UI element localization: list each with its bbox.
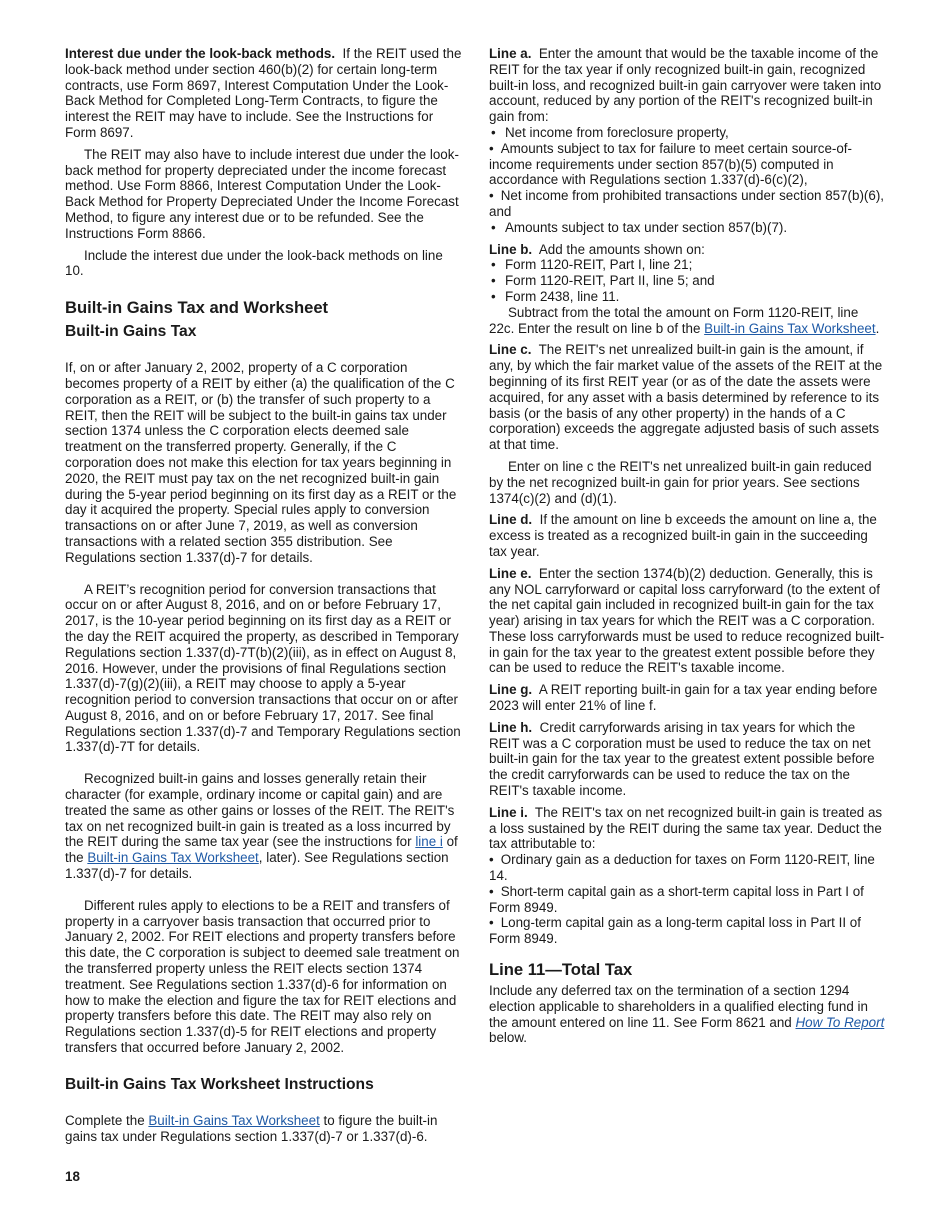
- section-heading-line-11: Line 11—Total Tax: [489, 960, 633, 980]
- worksheet-link[interactable]: Built-in Gains Tax Worksheet: [704, 320, 876, 336]
- line-i-paragraph: [489, 805, 887, 852]
- list-item: • Ordinary gain as a deduction for taxes on Form 1120-REIT, line 14.: [489, 852, 887, 884]
- line-h-heading: Line h.: [489, 719, 533, 735]
- list-item: • Net income from prohibited transactions under section 857(b)(6), and: [489, 188, 887, 220]
- line-g-paragraph: [489, 682, 887, 714]
- worksheet-link[interactable]: Built-in Gains Tax Worksheet: [148, 1112, 320, 1128]
- line-d-text: If the amount on line b exceeds the amount on line a, the excess is treated as a recognized built-in gain in the succeeding tax year.: [489, 512, 877, 559]
- line-g-text: A REIT reporting built-in gain for a tax year ending before 2023 will enter 21% of line f.: [489, 682, 878, 714]
- line-h-text: Credit carryforwards arising in tax years for which the REIT was a C corporation must be used to reduce the tax on net built-in gain for the tax year to the greatest extent possible before the credit carryforwards can be used to reduce the tax on the REIT's taxable income.: [489, 719, 875, 799]
- line-b-list: [489, 257, 887, 304]
- text-span: below.: [489, 1030, 527, 1046]
- worksheet-link[interactable]: Built-in Gains Tax Worksheet: [87, 850, 259, 866]
- line-c-heading: Line c.: [489, 342, 532, 358]
- text-span: to figure the built-in gains tax under Regulations section 1.337(d)-7 or 1.337(d)-6.: [65, 1112, 438, 1144]
- line-a-paragraph: [489, 46, 887, 125]
- complete-worksheet-paragraph: [65, 1113, 463, 1145]
- line-b-subtract-paragraph: [489, 305, 887, 337]
- text-span: , later). See Regulations section 1.337(d)-7 for details.: [65, 850, 449, 882]
- how-to-report-link[interactable]: How To Report: [795, 1014, 885, 1030]
- line-a-text: Enter the amount that would be the taxable income of the REIT for the tax year if only recognized built-in gain, recognized built-in loss, and recognized built-in gain carryover were taken into account, reduced by any portion of the REIT's recognized built-in gain from:: [489, 46, 882, 125]
- recognized-gains-paragraph: [65, 771, 463, 882]
- line-e-paragraph: [489, 566, 887, 677]
- line-b-text: Add the amounts shown on:: [538, 241, 705, 257]
- right-column: [489, 46, 887, 1046]
- line-b-paragraph: [489, 242, 887, 258]
- line-e-text: Enter the section 1374(b)(2) deduction. Generally, this is any NOL carryforward or capital loss carryforward (to the extent of the net capital gain included in recognized built-in gain for the tax year) arising in tax years for which the REIT was a C corporation. These loss carryforwards must be used to reduce recognized built-in gain for the tax year to the greatest extent possible before they can be used to reduce the REIT's taxable income.: [489, 565, 885, 676]
- left-column: [65, 46, 463, 1144]
- list-item: • Form 2438, line 11.: [489, 289, 887, 305]
- recognition-period-paragraph: A REIT’s recognition period for conversion transactions that occur on or after August 8, 2016, and on or before February 17, 2017, is the 10-year period beginning on its first day as a REIT or the day the REIT acquired the property, as described in Temporary Regulations section 1.337(d)-7T(b)(2)(iii), as in effect on August 8, 2016. However, under the provisions of final Regulations section 1.337(d)-7(g)(2)(iii), a REIT may choose to apply a 5-year recognition period to conversion transactions that occur on or after August 8, 2016, and on or before February 17, 2017. See final Regulations section 1.337(d)-7 and Temporary Regulations section 1.337(d)-7T for details.: [65, 581, 461, 755]
- line-i-list: [489, 852, 887, 947]
- line-c-enter-paragraph: Enter on line c the REIT's net unrealized built-in gain reduced by the net recognized built-in gain for prior years. See sections 1374(c)(2) and (d)(1).: [489, 458, 872, 506]
- list-item: • Form 1120-REIT, Part I, line 21;: [489, 257, 887, 273]
- lookback-paragraph: [65, 46, 463, 141]
- section-heading-instructions: Built-in Gains Tax Worksheet Instructions: [65, 1075, 374, 1093]
- text-span: Complete the: [65, 1112, 149, 1128]
- list-item: • Form 1120-REIT, Part II, line 5; and: [489, 273, 887, 289]
- text-span: Subtract from the total the amount on Form 1120-REIT, line 22c. Enter the result on line b of the: [489, 304, 859, 336]
- line-d-heading: Line d.: [489, 512, 533, 528]
- line-g-heading: Line g.: [489, 682, 533, 698]
- include-interest-paragraph: Include the interest due under the look-back methods on line 10.: [65, 247, 443, 279]
- built-in-gains-paragraph: If, on or after January 2, 2002, property of a C corporation becomes property of a REIT by either (a) the qualification of the C corporation as a REIT, or (b) the transfer of such property to a REIT, then the REIT will be subject to the built-in gains tax under section 1374 unless the C corporation elects deemed sale treatment on the transferred property. Generally, if the C corporation does not make this election for tax years beginning in 2020, the REIT must pay tax on the net recognized built-in gain during the 5-year period beginning on its first day as a REIT or the day it acquired the property. Special rules apply to conversion transactions on or after June 7, 2019, as well as conversion transactions with a related section 355 distribution. See Regulations section 1.337(d)-7 for details.: [65, 360, 457, 565]
- list-item: • Amounts subject to tax under section 857(b)(7).: [489, 220, 887, 236]
- line-11-paragraph: [489, 983, 887, 1046]
- lookback-text: If the REIT used the look-back method under section 460(b)(2) for certain long-term contracts, use Form 8697, Interest Computation Under the Look-Back Method for Completed Long-Term Contracts, to figure the interest the REIT may have to include. See the Instructions for Form 8697.: [65, 46, 462, 140]
- line-i-link[interactable]: line i: [415, 834, 443, 850]
- text-span: of the: [65, 834, 458, 866]
- line-a-list: [489, 125, 887, 236]
- list-item: • Amounts subject to tax for failure to meet certain source-of-income requirements under section 857(b)(5) computed in accordance with Regulations section 1.337(d)-6(c)(2),: [489, 141, 887, 188]
- text-span: Recognized built-in gains and losses generally retain their character (for example, ordinary income or capital gain) and are treated the same as other gains or losses of the REIT. The REIT's tax on net recognized built-in gain is treated as a loss incurred by the REIT during the same tax year (see the instructions for: [65, 771, 455, 850]
- line-i-heading: Line i.: [489, 804, 528, 820]
- section-heading-tax: Built-in Gains Tax: [65, 323, 197, 341]
- line-h-paragraph: [489, 720, 887, 799]
- section-heading-worksheet: Built-in Gains Tax and Worksheet: [65, 298, 329, 318]
- line-a-heading: Line a.: [489, 46, 532, 61]
- income-forecast-paragraph: The REIT may also have to include interest due under the look-back method for property depreciated under the income forecast method. Use Form 8866, Interest Computation Under the Look-Back Method for Property Depreciated Under the Income Forecast Method, to figure any interest due or to be refunded. See the Instructions Form 8866.: [65, 146, 459, 241]
- page-number: 18: [65, 1169, 80, 1184]
- list-item: • Long-term capital gain as a long-term capital loss in Part II of Form 8949.: [489, 915, 887, 947]
- line-i-text: The REIT's tax on net recognized built-in gain is treated as a loss sustained by the REIT during the same tax year. Deduct the tax attributable to:: [489, 804, 883, 852]
- lookback-heading: Interest due under the look-back methods.: [65, 46, 336, 61]
- line-c-text: The REIT's net unrealized built-in gain is the amount, if any, by which the fair market value of the assets of the REIT at the beginning of its first REIT year (or as of the date the assets were acquired, for any asset with a basis determined by reference to its basis (or the basis of any other property) in the hands of a C corporation) exceeds the aggregate adjusted basis of such assets at that time.: [489, 342, 883, 453]
- line-b-heading: Line b.: [489, 241, 533, 257]
- text-span: .: [875, 320, 880, 336]
- text-span: Include any deferred tax on the termination of a section 1294 election applicable to shareholders in a qualified electing fund in the amount entered on line 11. See Form 8621 and: [489, 983, 868, 1030]
- line-c-paragraph: [489, 342, 887, 453]
- line-e-heading: Line e.: [489, 565, 532, 581]
- list-item: • Short-term capital gain as a short-term capital loss in Part I of Form 8949.: [489, 884, 887, 916]
- line-d-paragraph: [489, 512, 887, 559]
- different-rules-paragraph: Different rules apply to elections to be a REIT and transfers of property in a carryover basis transaction that occurred prior to January 2, 2002. For REIT elections and property transfers before this date, the C corporation is subject to deemed sale treatment on the transferred property unless the REIT elects section 1374 treatment. See Regulations section 1.337(d)-6 for information on how to make the election and figure the tax for REIT elections and property transfers before this date. The REIT may also rely on Regulations section 1.337(d)-5 for REIT elections and property transfers that occurred before January 2, 2002.: [65, 897, 460, 1056]
- list-item: • Net income from foreclosure property,: [489, 125, 887, 141]
